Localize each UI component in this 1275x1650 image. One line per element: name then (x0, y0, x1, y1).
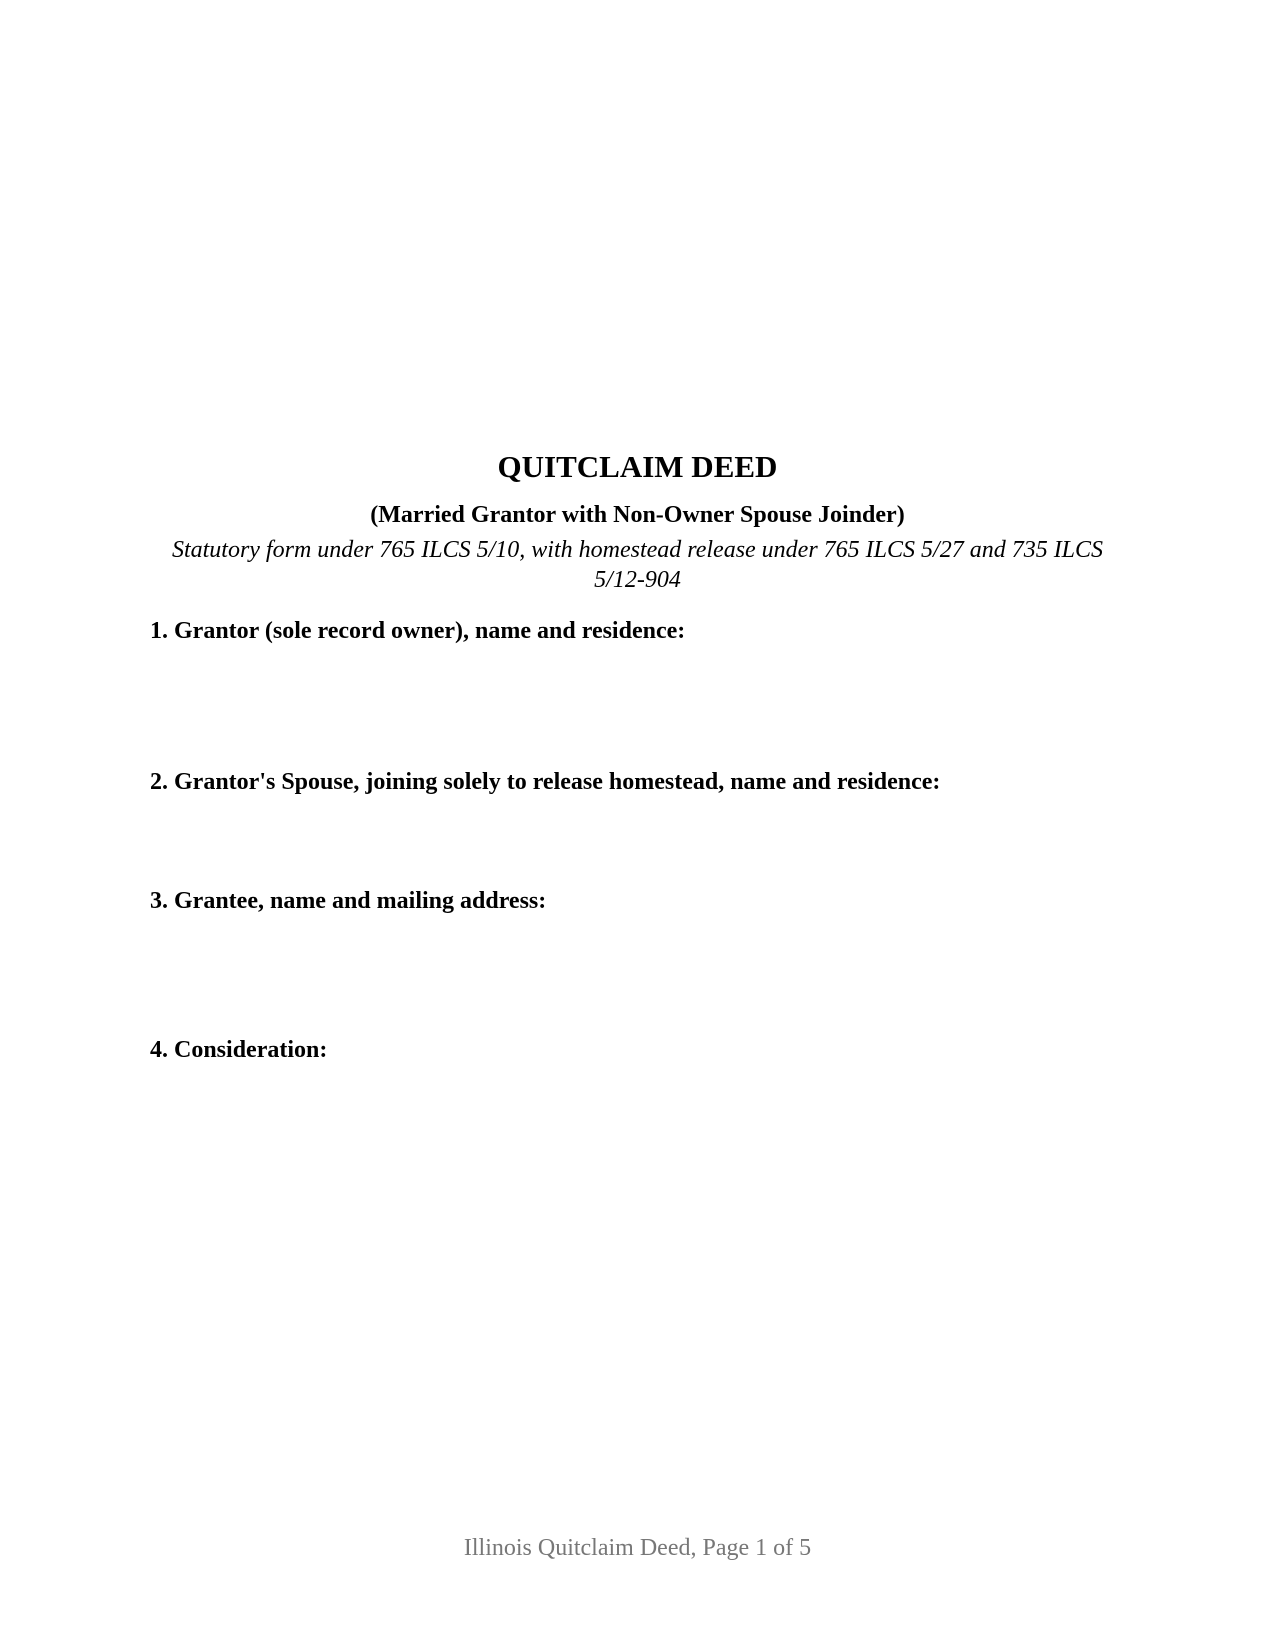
section-consideration-heading: 4. Consideration: (150, 1037, 328, 1063)
section-grantee-heading: 3. Grantee, name and mailing address: (150, 888, 547, 914)
statute-reference: Statutory form under 765 ILCS 5/10, with homestead release under 765 ILCS 5/27 and 735 ILCS 5/12-904 (171, 537, 1104, 593)
section-grantor-heading: 1. Grantor (sole record owner), name and residence: (150, 618, 686, 644)
section-spouse-heading: 2. Grantor's Spouse, joining solely to release homestead, name and residence: (150, 769, 941, 795)
page-footer: Illinois Quitclaim Deed, Page 1 of 5 (463, 1535, 812, 1561)
document-subtitle: (Married Grantor with Non-Owner Spouse Joinder) (370, 502, 905, 528)
document-title: QUITCLAIM DEED (497, 449, 778, 484)
